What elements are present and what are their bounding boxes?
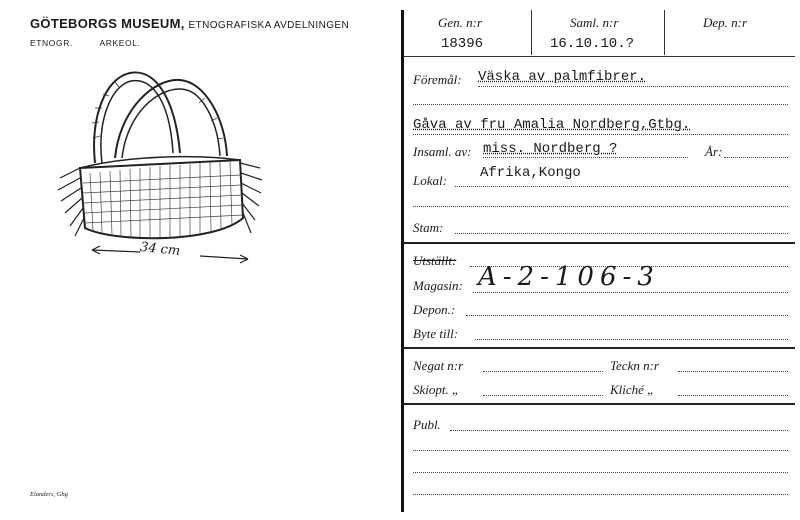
publ-label: Publ. [413, 417, 441, 432]
saml-value: 16.10.10.? [550, 36, 635, 52]
skiopt-label: Skiopt. „ [413, 382, 460, 397]
museum-name: GÖTEBORGS MUSEUM, [30, 16, 185, 31]
byte-line [475, 339, 788, 340]
teckn-line [678, 371, 788, 372]
foremal-value: Väska av palmfibrer. [478, 69, 647, 85]
header-subtitle [30, 38, 165, 48]
foremal-line [478, 86, 788, 87]
sub-etnogr: ETNOGR. [30, 38, 73, 48]
gen-label: Gen. n:r [438, 15, 483, 30]
magasin-label: Magasin: [413, 278, 463, 293]
department-name: ETNOGRAFISKA AVDELNINGEN [188, 20, 350, 31]
kliche-line [678, 395, 788, 396]
utstallt-label: Utställt: [413, 253, 457, 268]
saml-label: Saml. n:r [570, 15, 619, 30]
depon-line [466, 315, 788, 316]
publ-line-3 [413, 472, 788, 473]
magasin-value: A-2-106-3 [478, 262, 660, 292]
stam-label: Stam: [413, 220, 444, 235]
header-rule [403, 56, 795, 57]
magasin-line [473, 292, 788, 293]
stam-line [455, 233, 788, 234]
lokal-label: Lokal: [413, 173, 447, 188]
skiopt-line [483, 395, 603, 396]
bag-sketch [55, 68, 265, 268]
ar-label: År: [705, 144, 723, 159]
museum-header [30, 16, 349, 31]
section-rule-1 [403, 242, 795, 244]
dep-label: Dep. n:r [703, 15, 748, 30]
section-rule-2 [403, 347, 795, 349]
printer-mark: Elanders, Gbg [30, 491, 68, 498]
byte-label: Byte till: [413, 326, 459, 341]
publ-line-4 [413, 494, 788, 495]
insaml-value: miss. Nordberg ? [483, 141, 618, 157]
section-rule-3 [403, 403, 795, 405]
publ-line-1 [450, 430, 788, 431]
foremal-line-2 [413, 104, 788, 105]
publ-line-2 [413, 450, 788, 451]
col-divider-2 [664, 10, 665, 55]
negat-line [483, 371, 603, 372]
foremal-label: Föremål: [413, 72, 462, 87]
card-margin-line [401, 10, 404, 512]
kliche-label: Kliché „ [610, 382, 655, 397]
gava-line [413, 134, 788, 135]
teckn-label: Teckn n:r [610, 358, 659, 373]
insaml-line [483, 157, 688, 158]
depon-label: Depon.: [413, 302, 456, 317]
ar-line [724, 157, 788, 158]
lokal-line-2 [413, 206, 788, 207]
gen-value: 18396 [441, 36, 484, 52]
dimension-label: 34 cm [139, 239, 181, 260]
lokal-value: Afrika,Kongo [480, 165, 581, 181]
lokal-line [455, 186, 788, 187]
insaml-label: Insaml. av: [413, 144, 472, 159]
negat-label: Negat n:r [413, 358, 464, 373]
sub-arkeol: ARKEOL. [99, 38, 141, 48]
col-divider-1 [531, 10, 532, 55]
gava-value: Gåva av fru Amalia Nordberg,Gtbg. [413, 117, 691, 133]
